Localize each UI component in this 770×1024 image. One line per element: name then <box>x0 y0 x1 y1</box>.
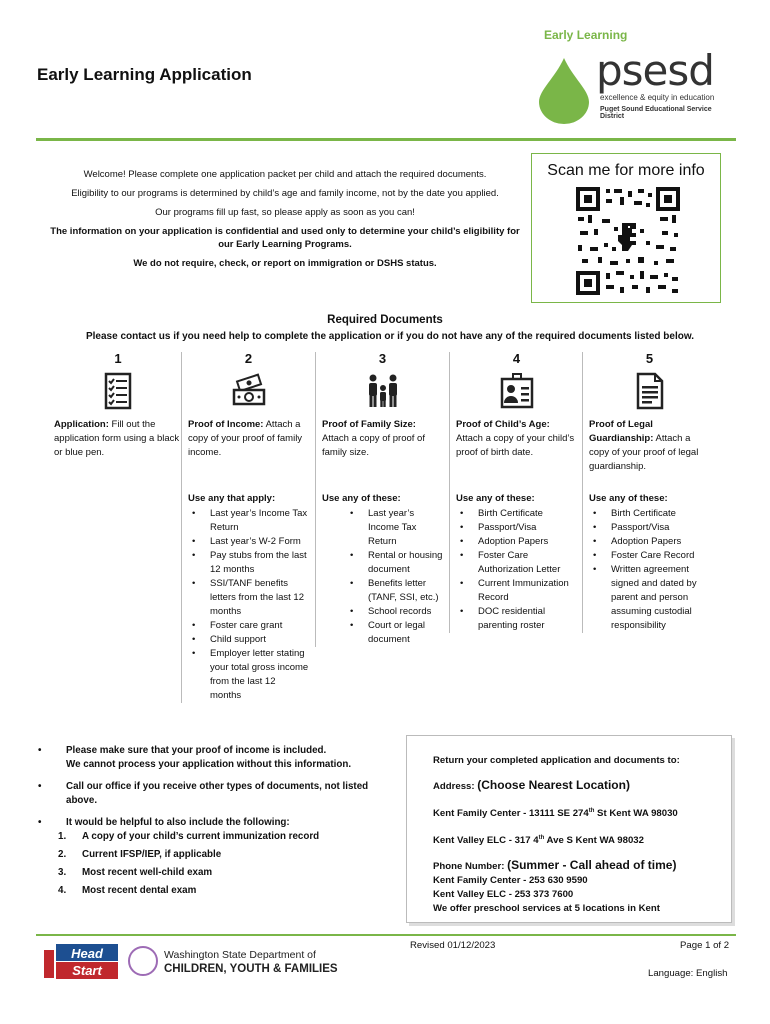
address-line: Address: (Choose Nearest Location) <box>433 778 630 792</box>
welcome-p1: Welcome! Please complete one application packet per child and attach the required documents. <box>83 169 487 180</box>
step-number: 1 <box>114 351 122 366</box>
list-item: • Child support <box>188 633 309 647</box>
note-helpful: • It would be helpful to also include the following: <box>36 816 386 830</box>
list-item: • Rental or housing document <box>346 549 443 577</box>
doc-list <box>322 507 443 647</box>
doc-column-guardianship <box>582 352 710 633</box>
list-item: • Birth Certificate <box>456 507 577 521</box>
step-number: 5 <box>645 351 654 366</box>
welcome-p4: The information on your application is confidential and used only to determine your child’s eligibility for our Early Learning Programs. <box>50 226 520 250</box>
welcome-section <box>50 168 520 276</box>
list-item: • Written agreement signed and dated by parent and person assuming custodial responsibility <box>589 563 710 633</box>
return-heading: Return your completed application and documents to: <box>433 755 680 766</box>
dcyf-line1: Washington State Department of <box>164 949 316 961</box>
kent-family-center-address: Kent Family Center - 13111 SE 274th St Kent WA 98030 <box>433 808 678 820</box>
head-start-line2: Start <box>72 963 102 978</box>
list-item: • Passport/Visa <box>589 521 710 535</box>
doc-description: Proof of Child’s Age: Attach a copy of your child’s proof of birth date. <box>456 419 575 458</box>
page-number: Page 1 of 2 <box>680 940 730 951</box>
doc-list <box>589 507 710 633</box>
return-box <box>406 735 732 923</box>
welcome-p5: We do not require, check, or report on immigration or DSHS status. <box>133 258 437 269</box>
top-divider <box>36 138 736 141</box>
checklist-icon <box>100 372 136 410</box>
list-item: • SSI/TANF benefits letters from the last 12 months <box>188 577 309 619</box>
list-item: 4. Most recent dental exam <box>58 885 197 896</box>
use-label: Use any of these: <box>322 493 401 504</box>
doc-description: Proof of Legal Guardianship: Attach a copy of your proof of legal guardianship. <box>589 419 699 472</box>
step-number: 2 <box>244 351 253 366</box>
logo-tagline: excellence & equity in education <box>600 93 715 102</box>
document-icon <box>632 372 668 410</box>
logo-program: Early Learning <box>544 28 628 42</box>
list-item: • Court or legal document <box>346 619 443 647</box>
list-item: • Current Immunization Record <box>456 577 577 605</box>
doc-column-income <box>181 352 309 703</box>
welcome-p2: Eligibility to our programs is determined by child’s age and family income, not by the date you applied. <box>71 188 499 199</box>
required-documents-title: Required Documents <box>327 314 443 326</box>
list-item: • Pay stubs from the last 12 months <box>188 549 309 577</box>
head-start-logo <box>44 944 118 980</box>
water-drop-icon <box>535 56 593 124</box>
logo-name: psesd <box>596 46 714 95</box>
list-item: 3. Most recent well-child exam <box>58 867 213 878</box>
qr-code-icon[interactable] <box>576 187 680 295</box>
language-label: Language: English <box>648 968 728 979</box>
logo-org: Puget Sound Educational Service District <box>600 106 712 120</box>
use-label: Use any of these: <box>589 493 668 504</box>
doc-list <box>456 507 577 633</box>
doc-description: Proof of Family Size: Attach a copy of proof of family size. <box>322 419 425 458</box>
list-item: • Adoption Papers <box>589 535 710 549</box>
dcyf-logo <box>128 944 338 980</box>
step-number: 4 <box>512 351 521 366</box>
psesd-logo <box>530 26 730 126</box>
list-item: • Foster care grant <box>188 619 309 633</box>
doc-column-application <box>54 352 182 488</box>
list-item: • Adoption Papers <box>456 535 577 549</box>
required-documents-subtitle: Please contact us if you need help to complete the application or if you do not have any of the required documents listed below. <box>85 331 695 342</box>
list-item: • Birth Certificate <box>589 507 710 521</box>
list-item: • Last year’s Income Tax Return <box>346 507 443 549</box>
bottom-divider <box>36 934 736 936</box>
doc-description: Proof of Income: Attach a copy of your proof of family income. <box>188 419 303 458</box>
page-title: Early Learning Application <box>37 65 252 84</box>
dcyf-logo-icon <box>128 946 158 976</box>
id-card-icon <box>499 372 535 410</box>
list-item: • Benefits letter (TANF, SSI, etc.) <box>346 577 443 605</box>
use-label: Use any of these: <box>456 493 535 504</box>
note-income: • Please make sure that your proof of income is included. We cannot process your application without this information. <box>36 744 386 772</box>
family-icon <box>365 372 401 410</box>
list-item: • Last year’s Income Tax Return <box>188 507 309 535</box>
note-call-office: • Call our office if you receive other types of documents, not listed above. <box>36 780 386 808</box>
phone-kent-family-center: Kent Family Center - 253 630 9590 <box>433 875 588 887</box>
list-item: • Last year’s W-2 Form <box>188 535 309 549</box>
list-item: • Employer letter stating your total gross income from the last 12 months <box>188 647 309 703</box>
qr-title: Scan me for more info <box>547 162 705 179</box>
qr-box <box>531 153 721 303</box>
list-item: 2. Current IFSP/IEP, if applicable <box>58 849 222 860</box>
preschool-note: We offer preschool services at 5 locations in Kent <box>433 903 660 915</box>
doc-description: Application: Fill out the application form using a black or blue pen. <box>54 419 180 458</box>
doc-column-family-size <box>315 352 443 647</box>
welcome-p3: Our programs fill up fast, so please apply as soon as you can! <box>155 207 415 218</box>
list-item: • Foster Care Authorization Letter <box>456 549 577 577</box>
step-number: 3 <box>378 351 387 366</box>
use-label: Use any that apply: <box>188 493 276 504</box>
list-item: • Foster Care Record <box>589 549 710 563</box>
helpful-list <box>36 830 386 898</box>
doc-column-child-age <box>449 352 577 633</box>
notes-section <box>36 744 386 902</box>
dcyf-line2: CHILDREN, YOUTH & FAMILIES <box>164 963 338 975</box>
list-item: • DOC residential parenting roster <box>456 605 577 633</box>
revised-date: Revised 01/12/2023 <box>410 940 496 951</box>
kent-valley-elc-address: Kent Valley ELC - 317 4th Ave S Kent WA 98032 <box>433 835 644 847</box>
list-item: • Passport/Visa <box>456 521 577 535</box>
phone-line: Phone Number: (Summer - Call ahead of time) <box>433 858 677 873</box>
list-item: • School records <box>346 605 443 619</box>
list-item: 1. A copy of your child’s current immunization record <box>58 831 320 842</box>
phone-kent-valley-elc: Kent Valley ELC - 253 373 7600 <box>433 889 574 901</box>
money-icon <box>231 372 267 410</box>
doc-list <box>188 507 309 703</box>
head-start-line1: Head <box>71 946 103 961</box>
